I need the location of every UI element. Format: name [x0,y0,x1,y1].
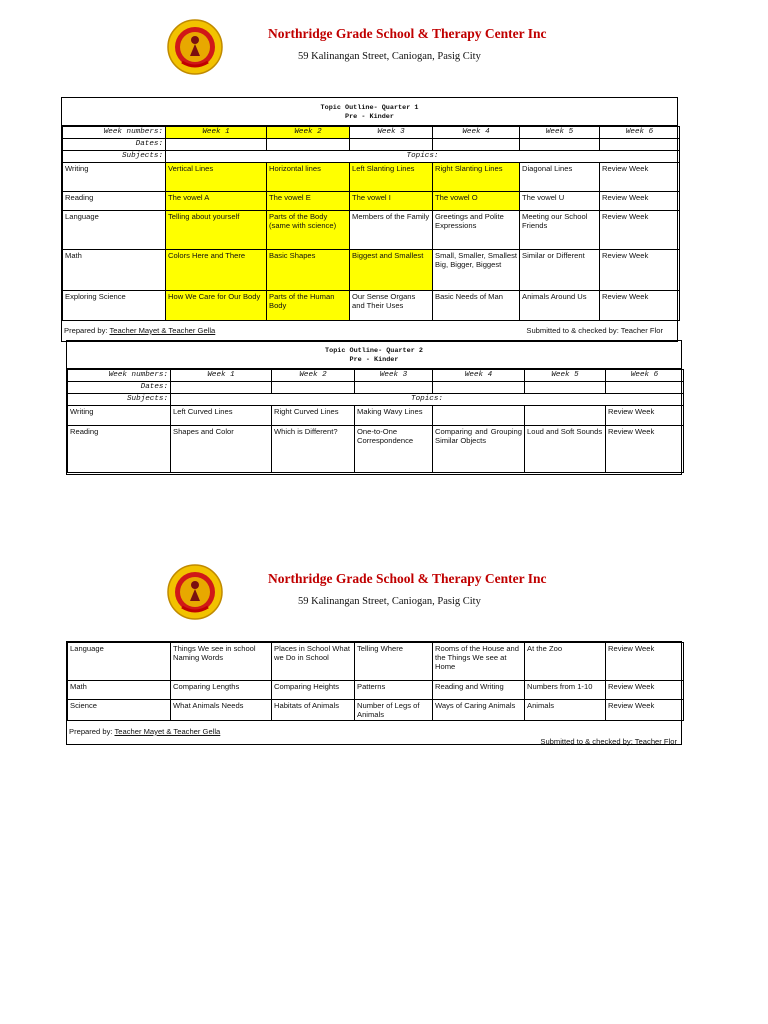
quarter2-subtitle: Pre - Kinder [349,356,399,364]
topic-cell: Loud and Soft Sounds [525,426,606,473]
topic-cell: Horizontal lines [267,163,350,192]
subjects-label: Subjects: [68,394,171,406]
table-row [68,681,684,700]
dates-row [63,139,680,151]
topic-cell: Members of the Family [350,211,433,250]
topic-cell: The vowel O [433,192,520,211]
subject-cell: Writing [68,406,171,426]
week-header: Week 5 [525,370,606,382]
quarter1-footer [62,321,677,337]
topic-cell: Telling Where [355,643,433,681]
topic-cell: Our Sense Organs and Their Uses [350,291,433,321]
topic-cell: At the Zoo [525,643,606,681]
week-header: Week 5 [520,127,600,139]
topic-cell: Colors Here and There [166,250,267,291]
topic-cell: Diagonal Lines [520,163,600,192]
dates-label: Dates: [63,139,166,151]
quarter2-continued-table [67,642,684,721]
table-row [63,250,680,291]
topic-cell: Vertical Lines [166,163,267,192]
topic-cell: Making Wavy Lines [355,406,433,426]
topic-cell: Review Week [600,211,680,250]
topic-cell: Meeting our School Friends [520,211,600,250]
table-row [68,700,684,721]
topic-cell: Right Slanting Lines [433,163,520,192]
subject-cell: Writing [63,163,166,192]
subject-cell: Math [63,250,166,291]
topic-cell: Rooms of the House and the Things We see at Home [433,643,525,681]
topic-cell: The vowel U [520,192,600,211]
school-name: Northridge Grade School & Therapy Center Inc [268,571,547,586]
topic-cell: Review Week [606,643,684,681]
table-row [63,163,680,192]
week-numbers-row [63,127,680,139]
topic-cell: How We Care for Our Body [166,291,267,321]
quarter2-outline [66,340,682,475]
topic-cell: Comparing and Grouping Similar Objects [433,426,525,473]
subject-cell: Language [68,643,171,681]
prepared-by: Prepared by: Teacher Mayet & Teacher Gella [64,326,216,335]
subject-cell: Reading [68,426,171,473]
topic-cell: What Animals Needs [171,700,272,721]
quarter2-table [67,369,684,473]
prepared-by-names: Teacher Mayet & Teacher Gella [109,326,216,335]
week-header: Week 4 [433,370,525,382]
topic-cell: Comparing Lengths [171,681,272,700]
topic-cell: Numbers from 1-10 [525,681,606,700]
school-seal-logo [166,563,224,621]
topic-cell: Similar or Different [520,250,600,291]
table-row [63,291,680,321]
subject-cell: Math [68,681,171,700]
week-numbers-label: Week numbers: [63,127,166,139]
topic-cell: Review Week [600,250,680,291]
submitted-to: Submitted to & checked by: Teacher Flor [540,737,677,746]
quarter1-subtitle: Pre - Kinder [345,113,394,121]
topics-label: Topics: [171,394,684,406]
topic-cell: Reading and Writing [433,681,525,700]
topic-cell [433,406,525,426]
week-header: Week 1 [171,370,272,382]
topic-cell: Places in School What we Do in School [272,643,355,681]
quarter1-title-box [62,98,677,126]
subjects-topics-row [63,151,680,163]
table-row [68,406,684,426]
subjects-label: Subjects: [63,151,166,163]
school-address: 59 Kalinangan Street, Caniogan, Pasig City [298,51,481,62]
topic-cell: The vowel A [166,192,267,211]
subject-cell: Reading [63,192,166,211]
topic-cell: Review Week [600,192,680,211]
table-row [68,426,684,473]
table-row [63,211,680,250]
subject-cell: Exploring Science [63,291,166,321]
subject-cell: Language [63,211,166,250]
topic-cell: Greetings and Polite Expressions [433,211,520,250]
topic-cell [525,406,606,426]
week-header: Week 3 [355,370,433,382]
submitted-to: Submitted to & checked by: Teacher Flor [526,326,663,335]
topic-cell: One-to-One Correspondence [355,426,433,473]
topic-cell: Biggest and Smallest [350,250,433,291]
topic-cell: Patterns [355,681,433,700]
topic-cell: Animals Around Us [520,291,600,321]
topic-cell: Review Week [606,700,684,721]
topic-cell: Review Week [600,291,680,321]
topic-cell: Habitats of Animals [272,700,355,721]
subjects-topics-row [68,394,684,406]
topic-cell: Comparing Heights [272,681,355,700]
week-header: Week 2 [272,370,355,382]
topics-label: Topics: [166,151,680,163]
prepared-by-names: Teacher Mayet & Teacher Gella [114,727,221,736]
page2-footer [67,721,681,748]
topic-cell: Ways of Caring Animals [433,700,525,721]
topic-cell: Shapes and Color [171,426,272,473]
week-header: Week 4 [433,127,520,139]
topic-cell: The vowel I [350,192,433,211]
topic-cell: Basic Shapes [267,250,350,291]
week-header: Week 2 [267,127,350,139]
topic-cell: Right Curved Lines [272,406,355,426]
topic-cell: The vowel E [267,192,350,211]
topic-cell: Left Curved Lines [171,406,272,426]
dates-row [68,382,684,394]
week-header: Week 1 [166,127,267,139]
week-header: Week 6 [600,127,680,139]
quarter2-title-box [67,341,681,369]
quarter1-table [62,126,680,321]
school-address: 59 Kalinangan Street, Caniogan, Pasig City [298,596,481,607]
topic-cell: Review Week [600,163,680,192]
quarter2-continued [66,641,682,745]
quarter2-title: Topic Outline- Quarter 2 [325,347,423,355]
dates-label: Dates: [68,382,171,394]
prepared-by: Prepared by: Teacher Mayet & Teacher Gella [69,727,221,736]
school-header [0,18,768,78]
topic-cell: Review Week [606,406,684,426]
week-header: Week 6 [606,370,684,382]
school-seal-logo [166,18,224,76]
topic-cell: Number of Legs of Animals [355,700,433,721]
topic-cell: Review Week [606,426,684,473]
week-numbers-row [68,370,684,382]
topic-cell: Small, Smaller, Smallest Big, Bigger, Biggest [433,250,520,291]
topic-cell: Parts of the Human Body [267,291,350,321]
school-name: Northridge Grade School & Therapy Center Inc [268,26,547,41]
topic-cell: Which is Different? [272,426,355,473]
topic-cell: Basic Needs of Man [433,291,520,321]
school-header [0,563,768,623]
quarter1-outline [61,97,678,342]
table-row [63,192,680,211]
topic-cell: Review Week [606,681,684,700]
week-numbers-label: Week numbers: [68,370,171,382]
subject-cell: Science [68,700,171,721]
topic-cell: Things We see in school Naming Words [171,643,272,681]
topic-cell: Left Slanting Lines [350,163,433,192]
topic-cell: Telling about yourself [166,211,267,250]
topic-cell: Animals [525,700,606,721]
week-header: Week 3 [350,127,433,139]
quarter1-title: Topic Outline- Quarter 1 [320,104,419,112]
table-row [68,643,684,681]
topic-cell: Parts of the Body (same with science) [267,211,350,250]
